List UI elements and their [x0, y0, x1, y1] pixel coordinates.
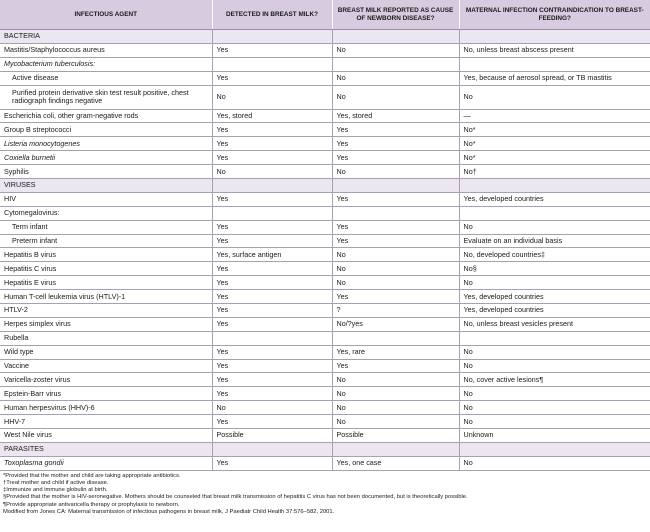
table-cell: Yes — [212, 71, 332, 85]
table-cell: Yes — [212, 317, 332, 331]
table-cell: Yes — [212, 234, 332, 248]
table-cell: Yes — [332, 359, 459, 373]
table-cell: No — [332, 85, 459, 109]
table-cell: West Nile virus — [0, 429, 212, 443]
table-row — [0, 290, 650, 304]
table-cell — [332, 442, 459, 456]
table-cell: Toxoplasma gondii — [0, 456, 212, 470]
table-row — [0, 71, 650, 85]
table-cell: Wild type — [0, 345, 212, 359]
table-row — [0, 373, 650, 387]
table-cell: Yes — [212, 304, 332, 318]
table-cell: Yes — [212, 220, 332, 234]
table-cell: No, unless breast abscess present — [459, 43, 650, 57]
table-row — [0, 456, 650, 470]
table-cell: No — [332, 401, 459, 415]
header-cause-of-disease: BREAST MILK REPORTED AS CAUSE OF NEWBORN DISEASE? — [332, 0, 459, 30]
section-row — [0, 30, 650, 44]
table-cell — [212, 331, 332, 345]
table-cell: No, unless breast vesicles present — [459, 317, 650, 331]
table-cell: No — [459, 456, 650, 470]
table-row — [0, 248, 650, 262]
table-row — [0, 401, 650, 415]
table-row — [0, 123, 650, 137]
table-cell — [212, 57, 332, 71]
table-cell: Yes, stored — [212, 109, 332, 123]
table-cell: No — [459, 345, 650, 359]
table-cell: Vaccine — [0, 359, 212, 373]
table-cell — [332, 206, 459, 220]
header-detected-in-milk: DETECTED IN BREAST MILK? — [212, 0, 332, 30]
table-cell: Yes, because of aerosol spread, or TB mastitis — [459, 71, 650, 85]
table-cell: No — [459, 359, 650, 373]
table-cell: Hepatitis E virus — [0, 276, 212, 290]
table-cell: No — [459, 276, 650, 290]
table-cell: No/?yes — [332, 317, 459, 331]
table-cell: No — [459, 85, 650, 109]
table-cell — [459, 442, 650, 456]
table-row — [0, 206, 650, 220]
table-cell: Mycobacterium tuberculosis: — [0, 57, 212, 71]
table-cell: Preterm infant — [0, 234, 212, 248]
table-row — [0, 57, 650, 71]
footnote: †Treat mother and child if active disease. — [3, 479, 109, 486]
table-cell: Yes, surface antigen — [212, 248, 332, 262]
table-cell: Yes — [212, 192, 332, 206]
table-cell: Hepatitis B virus — [0, 248, 212, 262]
table-cell — [459, 331, 650, 345]
table-cell: No, cover active lesions¶ — [459, 373, 650, 387]
table-cell: Coxiella burnetii — [0, 151, 212, 165]
header-infectious-agent: INFECTIOUS AGENT — [0, 0, 212, 30]
table-cell: Yes — [212, 276, 332, 290]
table-cell: Possible — [332, 429, 459, 443]
table-cell: Yes — [212, 415, 332, 429]
table-cell: No — [212, 165, 332, 179]
table-cell: Yes — [212, 373, 332, 387]
table-cell: Yes, one case — [332, 456, 459, 470]
table-cell: Human herpesvirus (HHV)-6 — [0, 401, 212, 415]
table-cell: Term infant — [0, 220, 212, 234]
table-cell: Varicella-zoster virus — [0, 373, 212, 387]
footnote: ¶Provide appropriate antivaricella therapy or prophylaxis to newborn. — [3, 501, 180, 508]
table-cell — [459, 30, 650, 44]
table-cell: No — [332, 387, 459, 401]
table-cell: No — [332, 373, 459, 387]
table-cell: Active disease — [0, 71, 212, 85]
table-row — [0, 415, 650, 429]
table-cell: PARASITES — [0, 442, 212, 456]
table-cell: Yes — [332, 220, 459, 234]
table-cell: No§ — [459, 262, 650, 276]
table-row — [0, 262, 650, 276]
table-cell: Yes, developed countries — [459, 304, 650, 318]
table-cell: Yes — [212, 359, 332, 373]
table-cell: ? — [332, 304, 459, 318]
table-cell: Yes — [212, 137, 332, 151]
table-cell: Mastitis/Staphylococcus aureus — [0, 43, 212, 57]
table-cell: Escherichia coli, other gram-negative rods — [0, 109, 212, 123]
table-cell: Yes, developed countries — [459, 192, 650, 206]
table-cell: Cytomegalovirus: — [0, 206, 212, 220]
footnote: Modified from Jones CA: Maternal transmission of infectious pathogens in breast milk, J Paediatr Child Health 37:576–582, 2001. — [3, 508, 335, 515]
table-cell — [332, 179, 459, 193]
table-row — [0, 192, 650, 206]
table-cell: Yes — [332, 234, 459, 248]
table-cell — [332, 30, 459, 44]
table-cell: Purified protein derivative skin test result positive, chest radiograph findings negative — [0, 85, 212, 109]
table-row — [0, 43, 650, 57]
table-cell: Evaluate on an individual basis — [459, 234, 650, 248]
table-cell: No — [459, 220, 650, 234]
table-row — [0, 304, 650, 318]
table-cell: Unknown — [459, 429, 650, 443]
table-cell: No — [332, 415, 459, 429]
table-cell: BACTERIA — [0, 30, 212, 44]
table-row — [0, 109, 650, 123]
table-row — [0, 331, 650, 345]
table-cell — [332, 331, 459, 345]
table-cell: Yes — [212, 387, 332, 401]
table-cell: Yes — [332, 151, 459, 165]
table-row — [0, 137, 650, 151]
table-cell: Yes — [212, 123, 332, 137]
table-cell: No — [332, 165, 459, 179]
table-row — [0, 345, 650, 359]
table-cell: No — [459, 401, 650, 415]
table-cell — [459, 206, 650, 220]
table-cell: Yes — [212, 262, 332, 276]
table-cell: No* — [459, 137, 650, 151]
table-cell: Yes — [212, 151, 332, 165]
table-row — [0, 387, 650, 401]
table-cell: No — [212, 85, 332, 109]
table-cell — [212, 442, 332, 456]
section-row — [0, 179, 650, 193]
table-row — [0, 234, 650, 248]
table-cell: No† — [459, 165, 650, 179]
table-cell: Yes, developed countries — [459, 290, 650, 304]
table-cell — [459, 57, 650, 71]
table-cell: Yes — [212, 456, 332, 470]
table-cell: Epstein-Barr virus — [0, 387, 212, 401]
table-cell: No, developed countries‡ — [459, 248, 650, 262]
table-cell: HHV-7 — [0, 415, 212, 429]
table-cell: Yes — [212, 290, 332, 304]
table-body — [0, 30, 650, 471]
table-cell: Possible — [212, 429, 332, 443]
table-cell: HIV — [0, 192, 212, 206]
table-cell: Human T-cell leukemia virus (HTLV)-1 — [0, 290, 212, 304]
table-cell — [212, 206, 332, 220]
table-row — [0, 85, 650, 109]
header-contraindication: MATERNAL INFECTION CONTRAINDICATION TO BREAST-FEEDING? — [459, 0, 650, 30]
table-cell — [212, 179, 332, 193]
table-cell: No* — [459, 151, 650, 165]
table-cell: No — [332, 71, 459, 85]
table-cell: Listeria monocytogenes — [0, 137, 212, 151]
table-cell: Yes — [332, 290, 459, 304]
table-cell: Yes — [332, 123, 459, 137]
table-cell: Rubella — [0, 331, 212, 345]
table-cell: Herpes simplex virus — [0, 317, 212, 331]
table-cell — [332, 57, 459, 71]
table-row — [0, 220, 650, 234]
table-cell: No — [332, 43, 459, 57]
table-row — [0, 165, 650, 179]
table-cell: No — [459, 387, 650, 401]
table-cell: Yes — [332, 192, 459, 206]
table-cell: Yes — [212, 43, 332, 57]
table-cell: HTLV-2 — [0, 304, 212, 318]
table-row — [0, 317, 650, 331]
table-cell: No — [332, 248, 459, 262]
table-row — [0, 151, 650, 165]
table-cell: Hepatitis C virus — [0, 262, 212, 276]
table-cell — [459, 179, 650, 193]
section-row — [0, 442, 650, 456]
table-cell: No — [332, 262, 459, 276]
table-row — [0, 429, 650, 443]
table-cell: Yes, stored — [332, 109, 459, 123]
table-header — [0, 0, 650, 30]
table-row — [0, 276, 650, 290]
table-cell: Yes — [212, 345, 332, 359]
table-cell — [212, 30, 332, 44]
table-cell: No — [212, 401, 332, 415]
table-cell: No* — [459, 123, 650, 137]
footnote: *Provided that the mother and child are taking appropriate antibiotics. — [3, 472, 181, 479]
table-cell: — — [459, 109, 650, 123]
table-cell: No — [332, 276, 459, 290]
footnote: §Provided that the mother is HIV-seronegative. Mothers should be counseled that breast milk transmission of hepatitis C virus has not been documented, but is theoretically possible. — [3, 494, 468, 501]
table-cell: Yes — [332, 137, 459, 151]
table-cell: No — [459, 415, 650, 429]
table-row — [0, 359, 650, 373]
table-cell: Yes, rare — [332, 345, 459, 359]
footnote: ‡Immunize and immune globulin at birth. — [3, 487, 108, 494]
table-cell: Group B streptococci — [0, 123, 212, 137]
table-cell: Syphilis — [0, 165, 212, 179]
table-cell: VIRUSES — [0, 179, 212, 193]
footnotes — [0, 471, 650, 516]
